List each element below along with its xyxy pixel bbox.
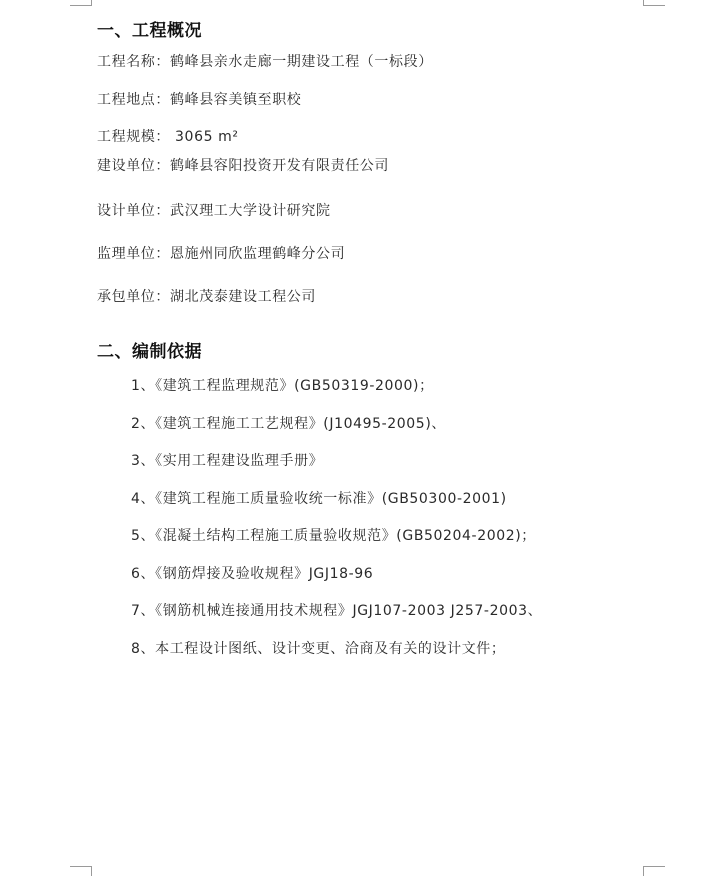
project-scale-label: 工程规模： — [97, 129, 170, 145]
project-scale-line — [97, 126, 239, 146]
contractor-line — [97, 286, 316, 306]
crop-mark-top-right-v — [643, 0, 644, 6]
crop-mark-bottom-left-v — [91, 866, 92, 876]
project-scale-unit: m² — [218, 129, 239, 145]
contractor-label: 承包单位： — [97, 289, 170, 305]
contractor-value: 湖北茂泰建设工程公司 — [170, 289, 316, 305]
project-location-label: 工程地点： — [97, 92, 170, 108]
reference-item: 3、《实用工程建设监理手册》 — [131, 453, 324, 469]
project-location-value: 鹤峰县容美镇至职校 — [170, 92, 302, 108]
supervisor-value: 恩施州同欣监理鹤峰分公司 — [170, 246, 346, 262]
project-name-value: 鹤峰县亲水走廊一期建设工程（一标段） — [170, 54, 433, 70]
reference-item: 2、《建筑工程施工工艺规程》(J10495-2005)、 — [131, 416, 446, 432]
owner-value: 鹤峰县容阳投资开发有限责任公司 — [170, 158, 389, 174]
crop-mark-top-right-h — [643, 5, 665, 6]
reference-item: 1、《建筑工程监理规范》(GB50319-2000)； — [131, 378, 434, 394]
project-location-line — [97, 89, 301, 109]
designer-value: 武汉理工大学设计研究院 — [170, 203, 331, 219]
project-name-line — [97, 51, 433, 71]
crop-mark-bottom-left-h — [70, 866, 92, 867]
reference-item: 8、本工程设计图纸、设计变更、洽商及有关的设计文件； — [131, 641, 506, 657]
section-1-title: 一、工程概况 — [97, 21, 202, 41]
project-scale-value: 3065 — [170, 129, 219, 145]
reference-item: 5、《混凝土结构工程施工质量验收规范》(GB50204-2002)； — [131, 528, 536, 544]
reference-item: 6、《钢筋焊接及验收规程》JGJ18-96 — [131, 566, 374, 582]
crop-mark-top-left-v — [91, 0, 92, 6]
section-2-title: 二、编制依据 — [97, 342, 202, 362]
supervisor-line — [97, 243, 345, 263]
crop-mark-top-left-h — [70, 5, 92, 6]
crop-mark-bottom-right-v — [643, 866, 644, 876]
reference-item: 7、《钢筋机械连接通用技术规程》JGJ107-2003 J257-2003、 — [131, 603, 543, 619]
supervisor-label: 监理单位： — [97, 246, 170, 262]
project-name-label: 工程名称： — [97, 54, 170, 70]
crop-mark-bottom-right-h — [643, 866, 665, 867]
reference-item: 4、《建筑工程施工质量验收统一标准》(GB50300-2001) — [131, 491, 507, 507]
owner-line — [97, 155, 389, 175]
designer-line — [97, 200, 331, 220]
owner-label: 建设单位： — [97, 158, 170, 174]
designer-label: 设计单位： — [97, 203, 170, 219]
